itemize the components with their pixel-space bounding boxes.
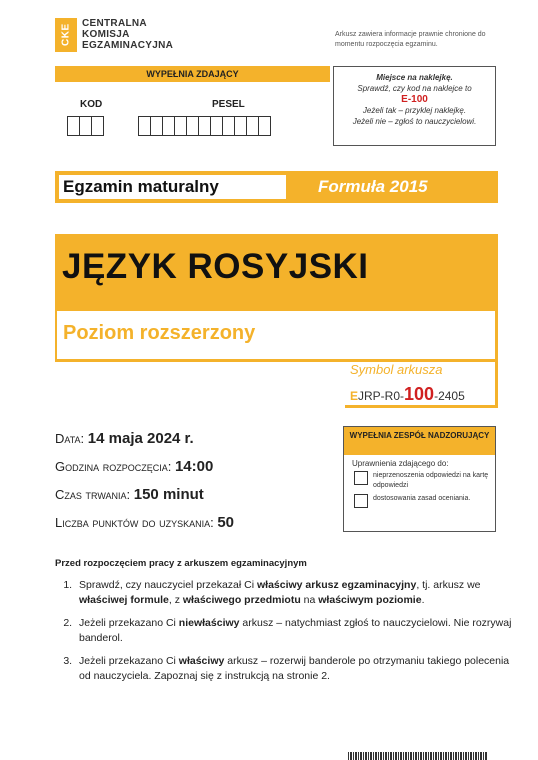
logo-line: KOMISJA	[82, 29, 130, 40]
sticker-line: Sprawdź, czy kod na naklejce to	[357, 84, 472, 93]
instructions-heading: Przed rozpoczęciem pracy z arkuszem egzaminacyjnym	[55, 558, 307, 569]
checkbox[interactable]	[354, 471, 368, 485]
confidentiality-notice: Arkusz zawiera informacje prawnie chronione do momentu rozpoczęcia egzaminu.	[335, 31, 486, 48]
detail-value: 14:00	[174, 458, 214, 475]
checkbox[interactable]	[354, 494, 368, 508]
symbol-prefix: JRP-R0-	[358, 389, 405, 403]
kod-field[interactable]	[68, 116, 104, 136]
duration	[55, 486, 204, 503]
logo-line: CENTRALNA	[82, 18, 147, 29]
pesel-field[interactable]	[139, 116, 271, 136]
sticker-title: Miejsce na naklejkę.	[376, 73, 453, 82]
instruction-item: 1. Sprawdź, czy nauczyciel przekazał Ci właściwy arkusz egzaminacyjny, tj. arkusz we właściwej formule, z właściwego przedmiotu na właściwym poziomie.	[75, 578, 515, 608]
subject-title: JĘZYK ROSYJSKI	[62, 247, 369, 286]
cke-logo-mark: CKE	[55, 18, 77, 52]
candidate-header: WYPEŁNIA ZDAJĄCY	[55, 66, 330, 82]
detail-label: Godzina rozpoczęcia:	[55, 459, 172, 474]
detail-label: Liczba punktów do uzyskania:	[55, 515, 214, 530]
symbol-prefix-e: E	[350, 389, 359, 403]
sticker-line: Jeżeli tak – przyklej naklejkę.	[362, 106, 467, 115]
option-label: nieprzenoszenia odpowiedzi na kartę odpowiedzi	[373, 472, 489, 489]
exam-formula: Formuła 2015	[318, 177, 428, 196]
supervisor-header: WYPEŁNIA ZESPÓŁ NADZORUJĄCY	[344, 427, 495, 455]
start-time	[55, 458, 213, 475]
instructions-list	[55, 578, 515, 692]
logo-line: EGZAMINACYJNA	[82, 40, 174, 51]
detail-label: Data:	[55, 431, 85, 446]
subject-level: Poziom rozszerzony	[63, 322, 256, 344]
pesel-label: PESEL	[212, 99, 245, 110]
detail-value: 14 maja 2024 r.	[87, 430, 194, 447]
instruction-item: 2. Jeżeli przekazano Ci niewłaściwy arkusz – natychmiast zgłoś to nauczycielowi. Nie rozrywaj banderol.	[75, 616, 515, 646]
symbol-code	[350, 384, 465, 405]
symbol-number: 100	[404, 384, 435, 404]
exam-name: Egzamin maturalny	[59, 175, 286, 199]
sticker-area	[333, 66, 496, 146]
barcode	[348, 752, 488, 760]
symbol-suffix: -2405	[434, 389, 465, 403]
instruction-item: 3. Jeżeli przekazano Ci właściwy arkusz – rozerwij banderole po otrzymaniu takiego polecenia od nauczyciela. Zapoznaj się z instrukcją na stronie 2.	[75, 654, 515, 684]
option-label: dostosowania zasad oceniania.	[373, 495, 471, 502]
detail-value: 50	[217, 514, 235, 531]
exam-date	[55, 430, 194, 447]
cke-logo-text	[82, 18, 173, 51]
supervisor-sub: Uprawnienia zdającego do:	[352, 459, 449, 468]
sticker-line: Jeżeli nie – zgłoś to nauczycielowi.	[352, 117, 477, 126]
option-adjust-scoring	[344, 491, 495, 508]
detail-label: Czas trwania:	[55, 487, 131, 502]
detail-value: 150 minut	[133, 486, 204, 503]
symbol-label: Symbol arkusza	[350, 362, 443, 377]
kod-label: KOD	[80, 99, 103, 110]
supervisor-box	[343, 426, 496, 532]
sticker-code: E-100	[401, 94, 428, 105]
option-no-transfer	[344, 468, 495, 491]
max-points	[55, 514, 234, 531]
